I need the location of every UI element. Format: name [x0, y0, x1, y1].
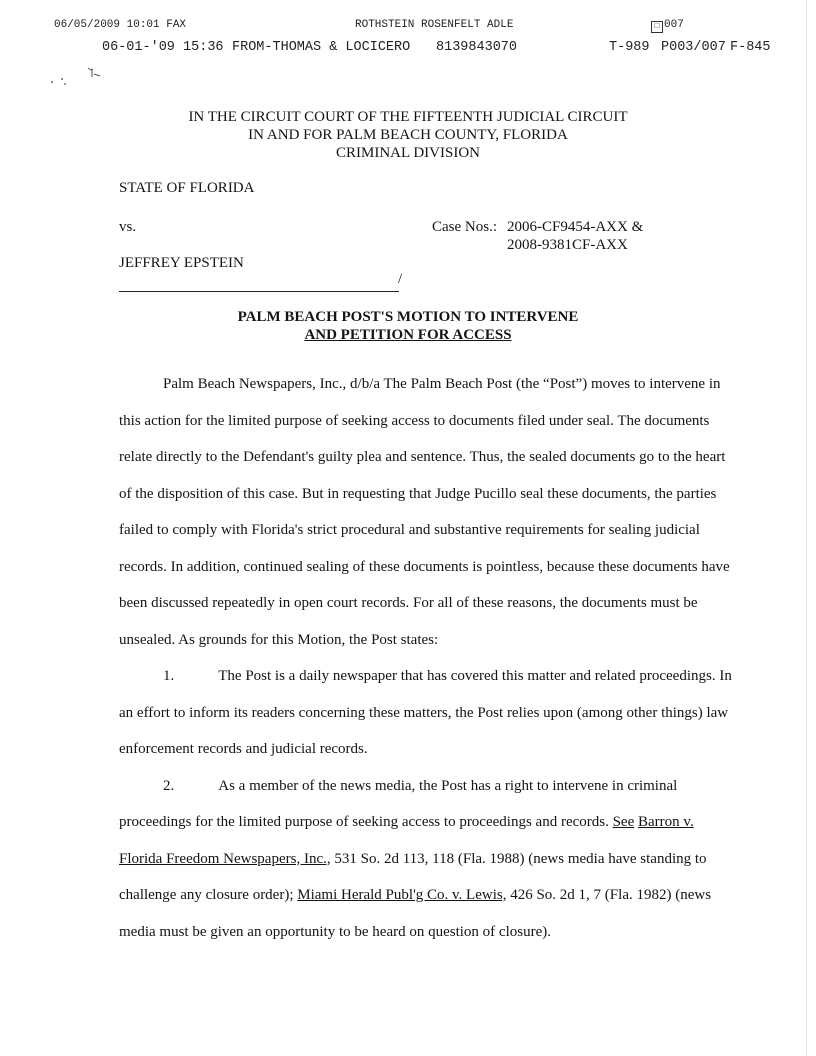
plaintiff-name: STATE OF FLORIDA	[119, 180, 255, 196]
motion-title-line-2	[0, 327, 816, 344]
fax2-timestamp: 06-01-'09 15:36	[102, 40, 224, 55]
fax-sender: ROTHSTEIN ROSENFELT ADLE	[355, 19, 514, 31]
paragraph-2-text: As a member of the news media, the Post has a right to intervene in criminal proceedings for the limited purpose of seeking access to proceedings and records.	[119, 777, 678, 830]
paragraph-2-number: 2.	[163, 777, 175, 794]
scan-artifact	[40, 60, 120, 95]
citation-barron-rest: 531 So. 2d 113, 118 (Fla. 1988) (news media have standing to challenge any closure order);	[119, 850, 707, 903]
fax2-transmission-id: T-989	[609, 40, 650, 55]
see-signal: See	[612, 814, 635, 830]
fax-page-marker	[651, 19, 684, 33]
paragraph-2	[119, 768, 740, 951]
caption-slash: /	[398, 271, 403, 287]
court-caption-line-3: CRIMINAL DIVISION	[335, 145, 481, 161]
case-number-2: 2008-9381CF-AXX	[507, 237, 628, 253]
defendant-name: JEFFREY EPSTEIN	[119, 255, 244, 271]
fax2-phone: 8139843070	[436, 40, 518, 55]
intro-paragraph: Palm Beach Newspapers, Inc., d/b/a The Palm Beach Post (the “Post”) moves to intervene in this action for the limited purpose of seeking access to documents filed under seal. The documents relate directly to the Defendant's guilty plea and sentence. Thus, the sealed documents go to the heart of the disposition of this case. But in requesting that Judge Pucillo seal these documents, the parties failed to comply with Florida's strict procedural and substantive requirements for sealing judicial records. In addition, continued sealing of these documents is pointless, because these documents have been discussed repeatedly in open court records. For all of these reasons, the documents must be unsealed. As grounds for this Motion, the Post states:	[119, 376, 730, 648]
fax-page-icon: □	[651, 21, 663, 33]
citation-miami-herald-rest: 426 So. 2d 1, 7 (Fla. 1982) (news media must be given an opportunity to be heard on question of closure).	[119, 887, 712, 940]
paragraph-1-number: 1.	[163, 668, 175, 684]
motion-title-line-1: PALM BEACH POST'S MOTION TO INTERVENE	[237, 309, 579, 325]
paragraph-1	[119, 658, 740, 768]
motion-body	[119, 366, 740, 950]
case-numbers-label: Case Nos.:	[432, 219, 497, 235]
versus-label: vs.	[119, 219, 137, 235]
scan-edge	[806, 0, 807, 1056]
fax2-form-id: F-845	[730, 40, 771, 55]
fax2-pages: P003/007	[661, 40, 726, 55]
court-caption-line-1: IN THE CIRCUIT COURT OF THE FIFTEENTH JUDICIAL CIRCUIT	[188, 109, 628, 125]
fax-page-number: 007	[664, 19, 684, 31]
fax-timestamp: 06/05/2009 10:01 FAX	[54, 19, 187, 31]
motion-title-line-2-text: AND PETITION FOR ACCESS	[304, 327, 512, 343]
citation-barron: Barron v. Florida Freedom Newspapers, Inc.,	[119, 814, 694, 867]
court-caption-line-2: IN AND FOR PALM BEACH COUNTY, FLORIDA	[248, 127, 568, 143]
caption-underline	[119, 291, 399, 292]
paragraph-1-text: The Post is a daily newspaper that has covered this matter and related proceedings. In an effort to inform its readers concerning these matters, the Post relies upon (among other things) law enforcement records and judicial records.	[119, 668, 732, 757]
fax2-from: FROM-THOMAS & LOCICERO	[232, 40, 411, 55]
case-number-1: 2006-CF9454-AXX &	[507, 219, 644, 235]
citation-miami-herald: Miami Herald Publ'g Co. v. Lewis,	[297, 887, 507, 903]
